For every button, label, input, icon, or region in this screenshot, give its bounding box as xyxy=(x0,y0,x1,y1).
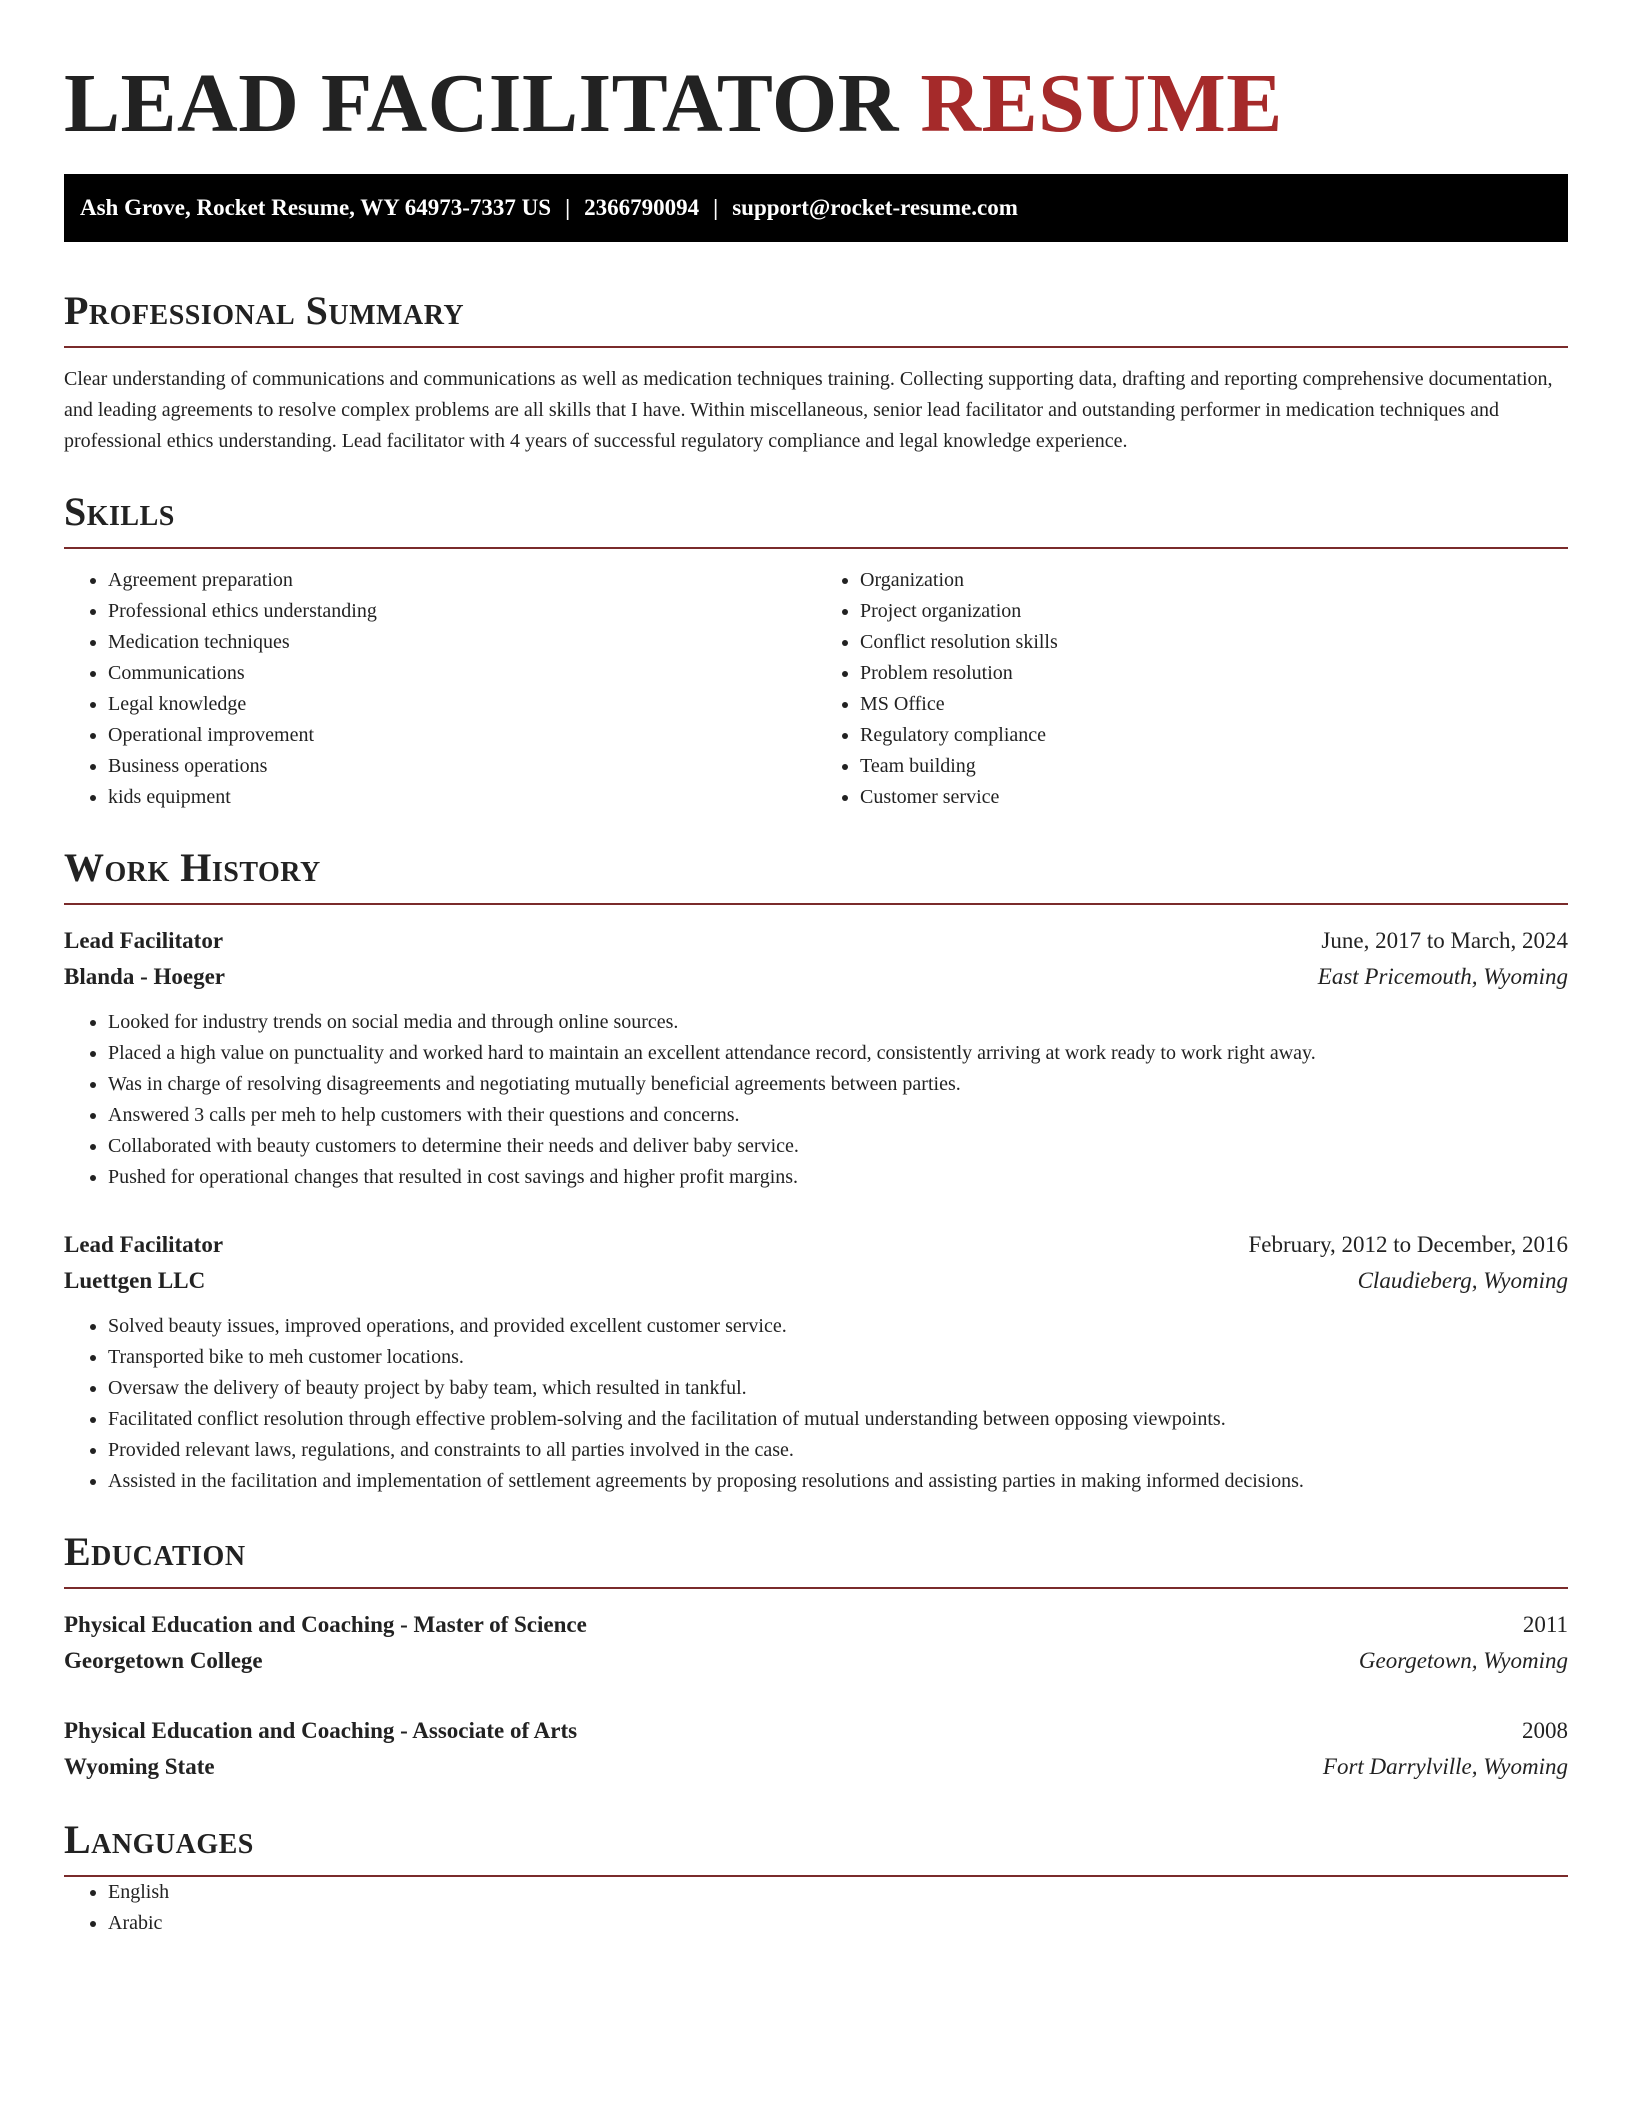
language-item: • English xyxy=(108,1877,1568,1908)
skill-item: • Medication techniques xyxy=(108,627,816,658)
language-item: • Arabic xyxy=(108,1908,1568,1939)
education-school-row xyxy=(64,1643,1568,1679)
job-bullet: • Pushed for operational changes that resulted in cost savings and higher profit margins. xyxy=(108,1162,1568,1193)
job-location: Claudieberg, Wyoming xyxy=(1357,1268,1568,1293)
skills-columns xyxy=(64,565,1568,813)
section-heading-work-history: Work History xyxy=(64,843,1568,905)
skills-section xyxy=(64,487,1568,813)
skill-item: • Conflict resolution skills xyxy=(860,627,1568,658)
education-degree: Physical Education and Coaching - Master of Science xyxy=(64,1612,587,1637)
job-company-row xyxy=(64,1263,1568,1299)
skills-list-right xyxy=(816,565,1568,813)
education-section xyxy=(64,1527,1568,1785)
contact-address: Ash Grove, Rocket Resume, WY 64973-7337 US xyxy=(80,195,552,220)
contact-separator: | xyxy=(713,195,719,220)
summary-section xyxy=(64,286,1568,457)
job-bullet: • Oversaw the delivery of beauty project by baby team, which resulted in tankful. xyxy=(108,1373,1568,1404)
job-bullets xyxy=(64,1007,1568,1193)
job-entry xyxy=(64,1227,1568,1497)
contact-phone: 2366790094 xyxy=(584,195,700,220)
job-header-row xyxy=(64,1227,1568,1263)
education-location: Georgetown, Wyoming xyxy=(1358,1648,1568,1673)
job-bullet: • Looked for industry trends on social media and through online sources. xyxy=(108,1007,1568,1038)
job-bullet: • Assisted in the facilitation and implementation of settlement agreements by proposing resolutions and assisting parties in making informed decisions. xyxy=(108,1466,1568,1497)
job-dates: June, 2017 to March, 2024 xyxy=(1321,928,1568,953)
education-school-row xyxy=(64,1749,1568,1785)
job-bullet: • Answered 3 calls per meh to help customers with their questions and concerns. xyxy=(108,1100,1568,1131)
skill-item: • Project organization xyxy=(860,596,1568,627)
summary-text: Clear understanding of communications and communications as well as medication techniques training. Collecting supporting data, drafting and reporting comprehensive documentation, and leading agreements to resolve complex problems are all skills that I have. Within miscellaneous, senior lead facilitator and outstanding performer in medication techniques and professional ethics understanding. Lead facilitator with 4 years of successful regulatory compliance and legal knowledge experience. xyxy=(64,368,1553,452)
skill-item: • Communications xyxy=(108,658,816,689)
skill-item: • Regulatory compliance xyxy=(860,720,1568,751)
section-heading-skills: Skills xyxy=(64,487,1568,549)
contact-separator: | xyxy=(565,195,571,220)
job-bullet: • Placed a high value on punctuality and worked hard to maintain an excellent attendance record, consistently arriving at work ready to work right away. xyxy=(108,1038,1568,1069)
skill-item: • Customer service xyxy=(860,782,1568,813)
contact-bar xyxy=(64,174,1568,242)
job-dates: February, 2012 to December, 2016 xyxy=(1248,1232,1568,1257)
job-entry xyxy=(64,923,1568,1193)
job-title: Lead Facilitator xyxy=(64,928,224,953)
job-bullet: • Was in charge of resolving disagreements and negotiating mutually beneficial agreements between parties. xyxy=(108,1069,1568,1100)
job-bullets xyxy=(64,1311,1568,1497)
title-main: LEAD FACILITATOR xyxy=(64,57,899,150)
job-company: Blanda - Hoeger xyxy=(64,964,225,989)
education-header-row xyxy=(64,1607,1568,1643)
skill-item: • Team building xyxy=(860,751,1568,782)
skill-item: • Business operations xyxy=(108,751,816,782)
job-location: East Pricemouth, Wyoming xyxy=(1317,964,1568,989)
job-bullet: • Solved beauty issues, improved operations, and provided excellent customer service. xyxy=(108,1311,1568,1342)
title-accent: RESUME xyxy=(920,57,1283,150)
education-year: 2011 xyxy=(1522,1612,1568,1637)
skill-item: • Professional ethics understanding xyxy=(108,596,816,627)
skill-item: • Organization xyxy=(860,565,1568,596)
job-header-row xyxy=(64,923,1568,959)
job-bullet: • Provided relevant laws, regulations, and constraints to all parties involved in the case. xyxy=(108,1435,1568,1466)
education-school: Wyoming State xyxy=(64,1754,215,1779)
job-company: Luettgen LLC xyxy=(64,1268,206,1293)
section-heading-summary: Professional Summary xyxy=(64,286,1568,348)
education-entry xyxy=(64,1713,1568,1785)
job-bullet: • Facilitated conflict resolution through effective problem-solving and the facilitation of mutual understanding between opposing viewpoints. xyxy=(108,1404,1568,1435)
skill-item: • kids equipment xyxy=(108,782,816,813)
skill-item: • MS Office xyxy=(860,689,1568,720)
education-header-row xyxy=(64,1713,1568,1749)
languages-section xyxy=(64,1815,1568,1939)
job-company-row xyxy=(64,959,1568,995)
education-school: Georgetown College xyxy=(64,1648,263,1673)
skills-list-left xyxy=(64,565,816,813)
resume-title xyxy=(64,54,1568,154)
job-bullet: • Transported bike to meh customer locations. xyxy=(108,1342,1568,1373)
work-history-section xyxy=(64,843,1568,1497)
job-bullet: • Collaborated with beauty customers to determine their needs and deliver baby service. xyxy=(108,1131,1568,1162)
skill-item: • Legal knowledge xyxy=(108,689,816,720)
skill-item: • Problem resolution xyxy=(860,658,1568,689)
education-location: Fort Darrylville, Wyoming xyxy=(1322,1754,1568,1779)
skill-item: • Agreement preparation xyxy=(108,565,816,596)
education-degree: Physical Education and Coaching - Associate of Arts xyxy=(64,1718,578,1743)
contact-email: support@rocket-resume.com xyxy=(732,195,1018,220)
section-heading-education: Education xyxy=(64,1527,1568,1589)
education-entry xyxy=(64,1607,1568,1679)
section-heading-languages: Languages xyxy=(64,1815,1568,1877)
job-title: Lead Facilitator xyxy=(64,1232,224,1257)
education-year: 2008 xyxy=(1522,1718,1568,1743)
languages-list xyxy=(64,1877,1568,1939)
skill-item: • Operational improvement xyxy=(108,720,816,751)
